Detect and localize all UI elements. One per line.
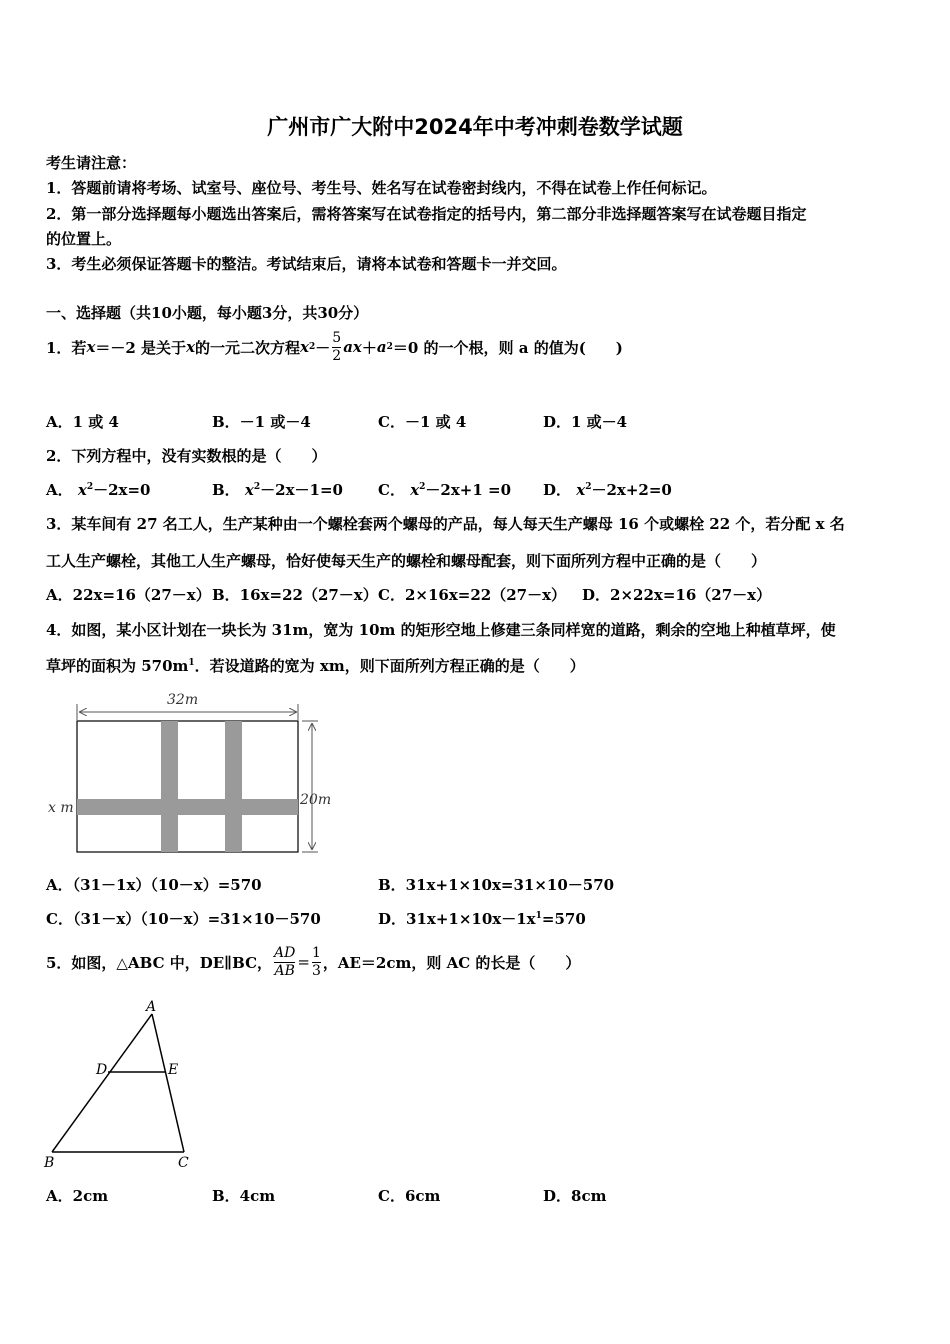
q5-frac1-num: AD (274, 944, 296, 961)
q4-height-label: 20m (300, 792, 332, 808)
q2-option-b[interactable] (212, 479, 343, 500)
q1-frac-num: 5 (332, 329, 342, 346)
q4-option-a[interactable]: A．（31－1x）（10－x）=570 (46, 876, 262, 894)
section-heading: 一、选择题（共10小题，每小题3分，共30分） (46, 304, 369, 322)
q3-option-b[interactable]: B．16x=22（27－x） (212, 586, 378, 604)
q1-text-eq: ＝－2 是关于 (95, 338, 187, 357)
q4-option-b[interactable]: B．31x+1×10x=31×10－570 (378, 876, 615, 894)
q2-d-rest: －2x+2=0 (591, 481, 672, 499)
q2-c-label: C． (378, 481, 405, 499)
q2-d-sup: 2 (585, 482, 592, 492)
q2-b-sup: 2 (253, 482, 261, 492)
q3-option-c[interactable]: C．2×16x=22（27－x） (378, 586, 567, 604)
q2-c-sup: 2 (419, 482, 426, 492)
q2-b-rest: －2x－1=0 (260, 481, 343, 499)
q1-fraction (332, 330, 341, 365)
q1-option-b[interactable]: B．－1 或－4 (212, 413, 311, 431)
q4-figure-rect-roads (44, 688, 344, 860)
notice-item-3: 3．考生必须保证答题卡的整洁。考试结束后，请将本试卷和答题卡一并交回。 (46, 255, 567, 273)
q5-fraction-1-3 (312, 945, 321, 980)
q4-line2-pre: 草坪的面积为 570m (46, 657, 189, 675)
q1-option-c[interactable]: C．－1 或 4 (378, 413, 467, 431)
q4-rectangle (77, 721, 298, 852)
q5-option-a[interactable]: A．2cm (46, 1187, 109, 1205)
q5-label-e: E (168, 1062, 179, 1078)
notice-item-2: 2．第一部分选择题每小题选出答案后，需将答案写在试卷指定的括号内，第二部分非选择题答案写在试卷题目指定 (46, 205, 807, 223)
q1-option-a[interactable]: A．1 或 4 (46, 413, 119, 431)
question-3-line-2: 工人生产螺栓，其他工人生产螺母，恰好使每天生产的螺栓和螺母配套，则下面所列方程中正确的是（ ） (46, 552, 767, 570)
q2-option-d[interactable] (543, 479, 672, 500)
q1-frac-den: 2 (332, 347, 342, 364)
q4-road-label: x m (48, 800, 74, 816)
q4-option-c[interactable]: C．（31－x）（10－x）=31×10－570 (46, 910, 321, 928)
q5-option-d[interactable]: D．8cm (543, 1187, 607, 1205)
q5-label-a: A (146, 999, 157, 1015)
question-3-line-1: 3．某车间有 27 名工人，生产某种由一个螺栓套两个螺母的产品，每人每天生产螺母 16 个或螺栓 22 个，若分配 x 名 (46, 515, 845, 533)
q2-d-label: D． (543, 481, 572, 499)
q5-text-post: ，AE＝2cm，则 AC 的长是（ ） (322, 953, 581, 972)
q5-frac2-num: 1 (311, 944, 321, 961)
q1-text-pre: 1．若 (46, 338, 87, 357)
q3-option-d[interactable]: D．2×22x=16（27－x） (582, 586, 772, 604)
q5-option-c[interactable]: C．6cm (378, 1187, 441, 1205)
q5-figure-triangle (40, 996, 210, 1176)
q5-option-b[interactable]: B．4cm (212, 1187, 276, 1205)
q4-road-vertical-2 (225, 721, 242, 852)
q5-text-pre: 5．如图，△ABC 中，DE∥BC， (46, 953, 273, 972)
q1-var-x3: x (300, 338, 309, 356)
q2-d-x: x (576, 481, 586, 499)
q5-label-d: D (96, 1062, 108, 1078)
q4-option-d[interactable] (378, 908, 586, 929)
q4-road-horizontal (77, 799, 298, 815)
q5-frac2-den: 3 (311, 962, 321, 979)
q4-d-tail: =570 (541, 910, 586, 928)
q1-var-x: x (86, 338, 96, 356)
q5-label-c: C (178, 1155, 189, 1171)
q1-text-mid: 的一元二次方程 (195, 338, 301, 357)
notice-heading: 考生请注意： (46, 154, 137, 172)
notice-item-1: 1．答题前请将考场、试室号、座位号、考生号、姓名写在试卷密封线内，不得在试卷上作任何标记。 (46, 179, 717, 197)
q2-option-c[interactable] (378, 479, 511, 500)
q4-d-sup: 1 (535, 911, 542, 921)
q4-sup: 1 (188, 658, 195, 668)
q2-option-a[interactable] (46, 479, 150, 500)
q1-plus: ＋ (361, 338, 377, 357)
q1-var-a: a (376, 338, 387, 356)
q3-option-a[interactable]: A．22x=16（27－x） (46, 586, 211, 604)
question-1-stem: 1．若 x ＝－2 是关于 x 的一元二次方程 x 2 － $\frac{5}{2}$ ax ＋ a 2 ＝0 的一个根，则 a 的值为( ) (46, 329, 623, 364)
q2-c-rest: －2x+1 =0 (425, 481, 512, 499)
q2-a-label: A． (46, 481, 73, 499)
q1-var-ax: ax (343, 338, 362, 356)
q4-road-vertical-1 (161, 721, 178, 852)
q2-a-sup: 2 (86, 482, 94, 492)
question-2-stem: 2．下列方程中，没有实数根的是（ ） (46, 447, 327, 465)
q5-frac1-den: AB (274, 962, 295, 979)
q1-option-d[interactable]: D．1 或－4 (543, 413, 628, 431)
q2-a-rest: －2x=0 (93, 481, 151, 499)
q4-line2-post: ．若设道路的宽为 xm，则下面所列方程正确的是（ ） (194, 657, 585, 675)
q1-text-post: ＝0 的一个根，则 a 的值为( ) (392, 338, 623, 357)
q1-minus: － (315, 338, 331, 357)
q5-eq: = (297, 953, 310, 971)
q5-fraction-ad-ab (274, 945, 295, 980)
q1-var-x2: x (186, 338, 196, 356)
question-5-stem (46, 942, 580, 982)
q5-side-ab (52, 1014, 152, 1152)
q4-d-text: D．31x+1×10x－1x (378, 910, 536, 928)
q5-side-ac (152, 1014, 184, 1152)
q2-a-x: x (77, 481, 87, 499)
q2-b-x: x (244, 481, 254, 499)
question-4-line-2 (46, 655, 585, 676)
question-4-line-1: 4．如图，某小区计划在一块长为 31m，宽为 10m 的矩形空地上修建三条同样宽的道路，剩余的空地上种植草坪，使 (46, 621, 836, 639)
q2-b-label: B． (212, 481, 240, 499)
notice-item-2-cont: 的位置上。 (46, 230, 122, 248)
q5-label-b: B (44, 1155, 55, 1171)
q4-width-label: 32m (167, 692, 199, 708)
page-title: 广州市广大附中2024年中考冲刺卷数学试题 (267, 115, 683, 139)
q2-c-x: x (410, 481, 420, 499)
